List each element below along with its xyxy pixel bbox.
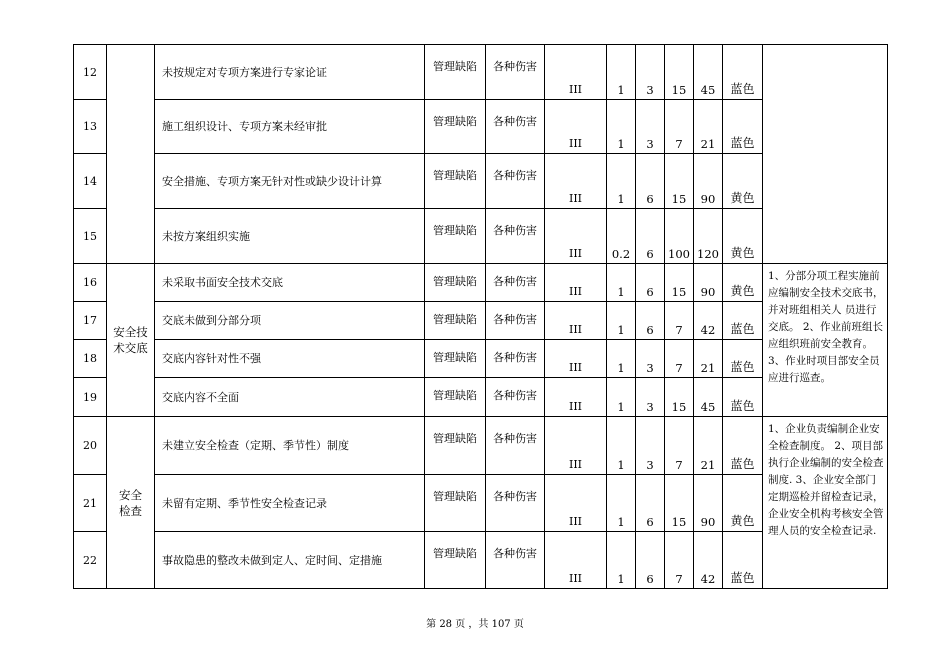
risk-color: 黄色 <box>723 154 763 209</box>
possible-harm: 各种伤害 <box>486 100 545 154</box>
hazard-item: 未采取书面安全技术交底 <box>155 264 425 302</box>
page-footer: 第 28 页 ，共 107 页 <box>426 619 524 630</box>
value-c: 15 <box>665 45 694 100</box>
risk-color: 黄色 <box>723 209 763 264</box>
risk-level: III <box>545 302 607 340</box>
risk-level: III <box>545 417 607 475</box>
value-c: 100 <box>665 209 694 264</box>
risk-color: 黄色 <box>723 264 763 302</box>
possible-harm: 各种伤害 <box>486 209 545 264</box>
row-number: 22 <box>74 532 107 589</box>
value-c: 7 <box>665 340 694 378</box>
row-number: 12 <box>74 45 107 100</box>
value-l: 1 <box>607 154 636 209</box>
value-d: 42 <box>694 302 723 340</box>
table-row <box>74 45 888 100</box>
hazard-cause: 管理缺陷 <box>425 154 486 209</box>
value-l: 1 <box>607 100 636 154</box>
value-c: 7 <box>665 100 694 154</box>
risk-color: 蓝色 <box>723 100 763 154</box>
value-l: 1 <box>607 378 636 417</box>
value-e: 3 <box>636 417 665 475</box>
row-number: 13 <box>74 100 107 154</box>
hazard-cause: 管理缺陷 <box>425 209 486 264</box>
possible-harm: 各种伤害 <box>486 340 545 378</box>
risk-level: III <box>545 378 607 417</box>
value-d: 90 <box>694 154 723 209</box>
row-number: 20 <box>74 417 107 475</box>
hazard-cause: 管理缺陷 <box>425 532 486 589</box>
possible-harm: 各种伤害 <box>486 532 545 589</box>
hazard-cause: 管理缺陷 <box>425 100 486 154</box>
row-number: 15 <box>74 209 107 264</box>
value-d: 21 <box>694 100 723 154</box>
value-l: 1 <box>607 45 636 100</box>
risk-color: 蓝色 <box>723 532 763 589</box>
value-l: 1 <box>607 302 636 340</box>
control-measures-disclosure: 1、分部分项工程实施前应编制安全技术交底书，并对班组相关人 员进行交底。 2、作业前班组长应组织班前安全教育。 3、作业时项目部安全员应进行巡查。 <box>763 264 888 417</box>
hazard-cause: 管理缺陷 <box>425 417 486 475</box>
possible-harm: 各种伤害 <box>486 475 545 532</box>
value-e: 3 <box>636 100 665 154</box>
possible-harm: 各种伤害 <box>486 154 545 209</box>
hazard-item: 交底未做到分部分项 <box>155 302 425 340</box>
risk-level: III <box>545 475 607 532</box>
value-c: 15 <box>665 378 694 417</box>
value-c: 15 <box>665 154 694 209</box>
value-d: 45 <box>694 378 723 417</box>
table-row <box>74 417 888 475</box>
hazard-cause: 管理缺陷 <box>425 340 486 378</box>
hazard-cause: 管理缺陷 <box>425 378 486 417</box>
value-e: 6 <box>636 302 665 340</box>
value-c: 7 <box>665 532 694 589</box>
hazard-item: 未建立安全检查（定期、季节性）制度 <box>155 417 425 475</box>
risk-level: III <box>545 532 607 589</box>
category-line: 检查 <box>119 503 142 518</box>
hazard-cause: 管理缺陷 <box>425 475 486 532</box>
value-e: 6 <box>636 209 665 264</box>
risk-level: III <box>545 264 607 302</box>
row-number: 19 <box>74 378 107 417</box>
value-l: 1 <box>607 264 636 302</box>
value-l: 1 <box>607 475 636 532</box>
value-c: 7 <box>665 417 694 475</box>
risk-level: III <box>545 340 607 378</box>
risk-color: 蓝色 <box>723 340 763 378</box>
risk-level: III <box>545 100 607 154</box>
value-d: 21 <box>694 340 723 378</box>
possible-harm: 各种伤害 <box>486 264 545 302</box>
possible-harm: 各种伤害 <box>486 302 545 340</box>
category-safety-disclosure <box>107 264 155 417</box>
hazard-item: 事故隐患的整改未做到定人、定时间、定措施 <box>155 532 425 589</box>
hazard-item: 未留有定期、季节性安全检查记录 <box>155 475 425 532</box>
value-l: 1 <box>607 532 636 589</box>
risk-level: III <box>545 209 607 264</box>
value-d: 21 <box>694 417 723 475</box>
value-l: 1 <box>607 340 636 378</box>
risk-color: 蓝色 <box>723 302 763 340</box>
row-number: 16 <box>74 264 107 302</box>
risk-level: III <box>545 154 607 209</box>
category-safety-inspection <box>107 417 155 589</box>
value-c: 15 <box>665 264 694 302</box>
hazard-item: 交底内容不全面 <box>155 378 425 417</box>
value-e: 6 <box>636 264 665 302</box>
hazard-cause: 管理缺陷 <box>425 264 486 302</box>
risk-color: 黄色 <box>723 475 763 532</box>
risk-color: 蓝色 <box>723 45 763 100</box>
control-measures-empty <box>763 45 888 264</box>
value-l: 0.2 <box>607 209 636 264</box>
category-cell-empty <box>107 45 155 264</box>
value-e: 3 <box>636 378 665 417</box>
hazard-item: 未按方案组织实施 <box>155 209 425 264</box>
hazard-cause: 管理缺陷 <box>425 45 486 100</box>
value-d: 90 <box>694 264 723 302</box>
category-line: 安全技 <box>113 325 148 339</box>
possible-harm: 各种伤害 <box>486 417 545 475</box>
category-line: 安全 <box>119 487 142 502</box>
row-number: 17 <box>74 302 107 340</box>
risk-assessment-table <box>73 44 888 589</box>
risk-color: 蓝色 <box>723 378 763 417</box>
value-e: 3 <box>636 340 665 378</box>
table-row <box>74 264 888 302</box>
value-c: 7 <box>665 302 694 340</box>
control-measures-inspection: 1、企业负责编制企业安全检查制度。 2、项目部执行企业编制的安全检查制度. 3、企业安全部门定期巡检并留检查记录，企业安全机构考核安全管理人员的安全检查记录. <box>763 417 888 589</box>
risk-level: III <box>545 45 607 100</box>
value-d: 42 <box>694 532 723 589</box>
category-line: 术交底 <box>113 341 148 355</box>
value-e: 3 <box>636 45 665 100</box>
row-number: 21 <box>74 475 107 532</box>
hazard-item: 施工组织设计、专项方案未经审批 <box>155 100 425 154</box>
value-d: 45 <box>694 45 723 100</box>
value-c: 15 <box>665 475 694 532</box>
hazard-item: 交底内容针对性不强 <box>155 340 425 378</box>
value-d: 120 <box>694 209 723 264</box>
risk-color: 蓝色 <box>723 417 763 475</box>
hazard-cause: 管理缺陷 <box>425 302 486 340</box>
row-number: 18 <box>74 340 107 378</box>
row-number: 14 <box>74 154 107 209</box>
value-l: 1 <box>607 417 636 475</box>
possible-harm: 各种伤害 <box>486 378 545 417</box>
value-e: 6 <box>636 154 665 209</box>
value-e: 6 <box>636 475 665 532</box>
value-d: 90 <box>694 475 723 532</box>
value-e: 6 <box>636 532 665 589</box>
hazard-item: 未按规定对专项方案进行专家论证 <box>155 45 425 100</box>
possible-harm: 各种伤害 <box>486 45 545 100</box>
hazard-item: 安全措施、专项方案无针对性或缺少设计计算 <box>155 154 425 209</box>
